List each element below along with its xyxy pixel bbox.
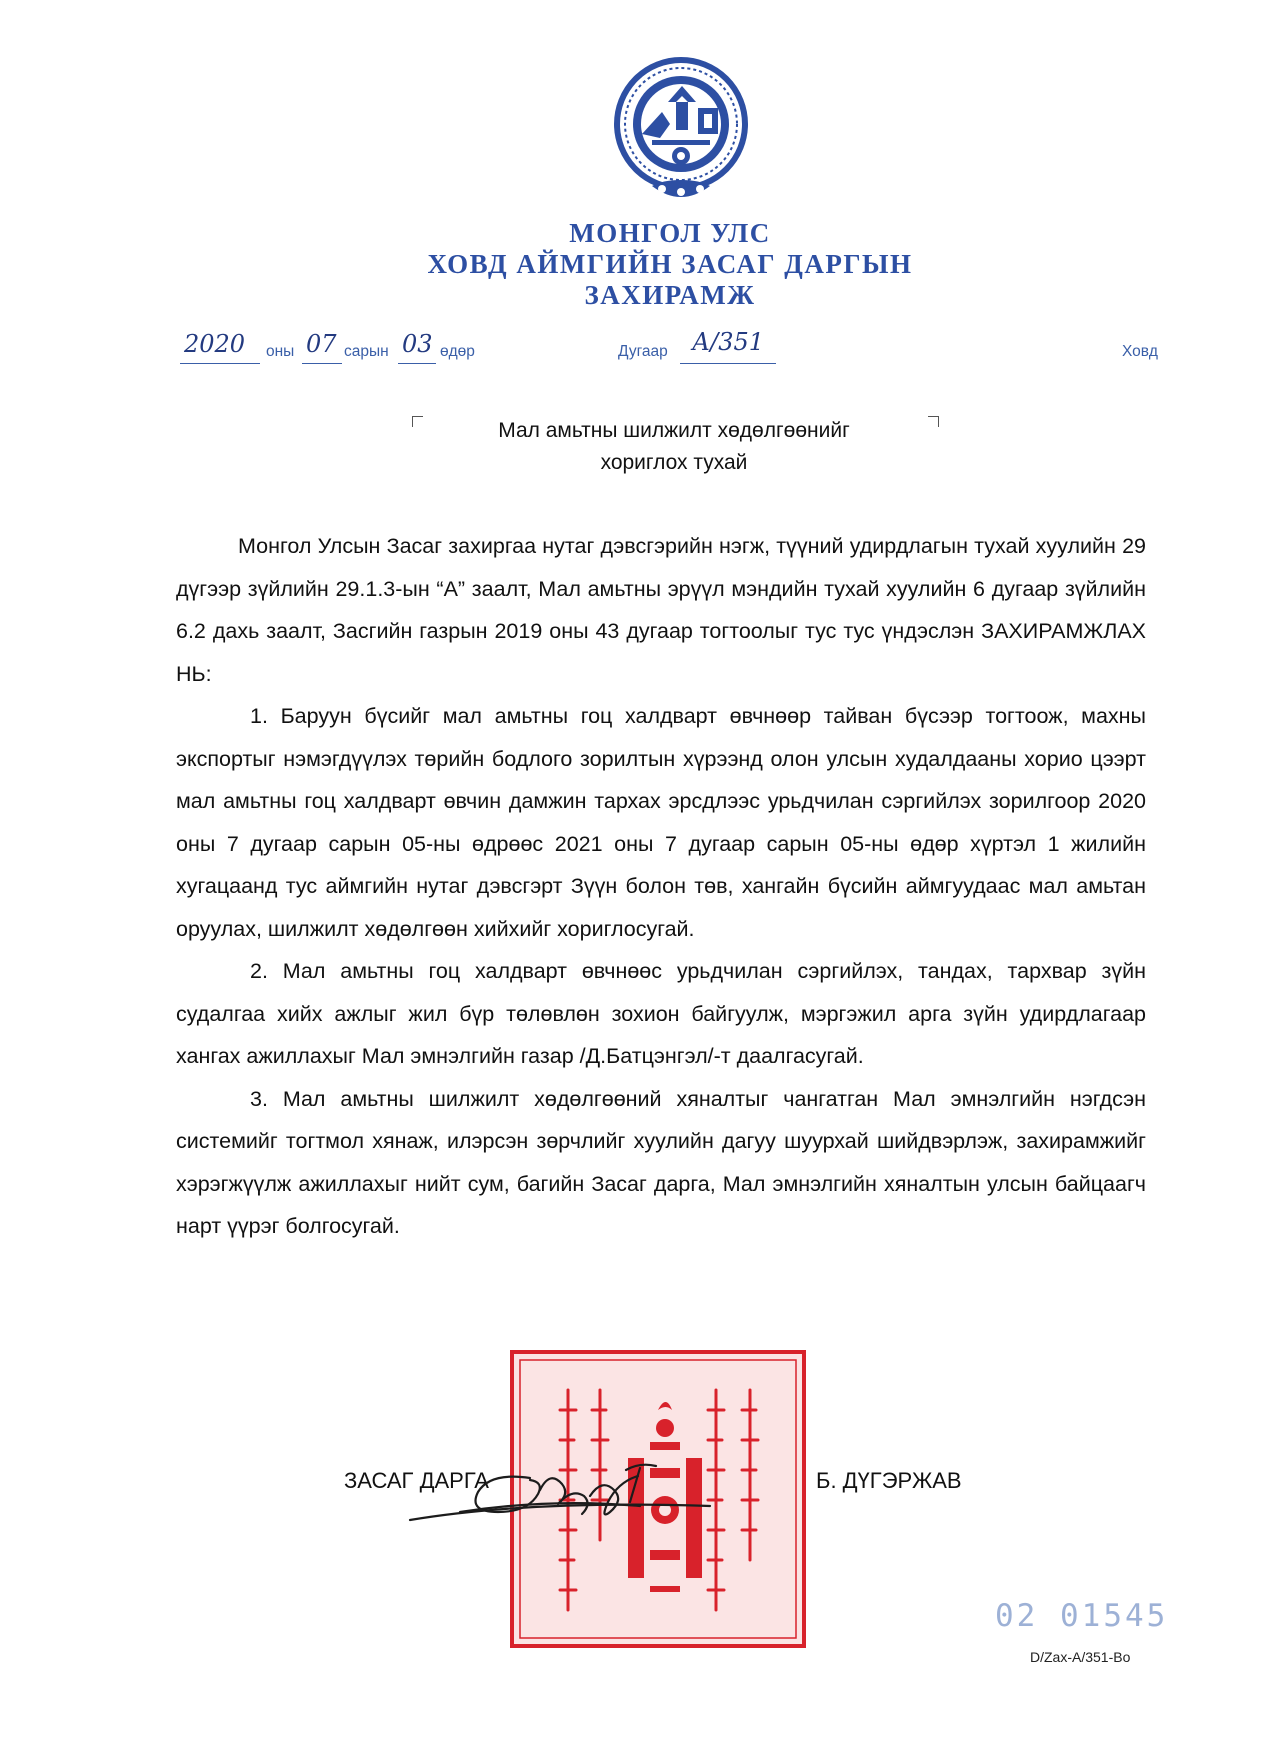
clause-1: 1. Баруун бүсийг мал амьтны гоц халдварт өвчнөөр тайван бүсээр тогтоож, махны экспортыг нэмэгдүүлэх төрийн бодлого зорилтын хүрээнд олон улсын худалдааны хорио цээрт мал амьтны гоц халдварт өвчин дамжин тархах эрсдлээс урьдчилан сэргийлэх зорилгоор 2020 оны 7 дугаар сарын 05-ны өдрөөс 2021 оны 7 дугаар сарын 05-ны өдөр хүртэл 1 жилийн хугацаанд тус аймгийн нутаг дэвсгэрт Зүүн болон төв, хангайн бүсийн аймгуудаас мал амьтан оруулах, шилжилт хөдөлгөөн хийхийг хориглосугай. [176, 704, 1146, 941]
handwritten-day: 03 [402, 330, 433, 358]
handwritten-year: 2020 [184, 330, 246, 358]
month-label: сарын [344, 343, 389, 360]
handwritten-number: А/351 [692, 328, 765, 356]
month-underline [302, 363, 342, 364]
year-underline [180, 363, 260, 364]
document-body [176, 525, 1146, 1248]
title-line-2: хориглох тухай [600, 451, 748, 474]
handwritten-signature-icon [400, 1450, 720, 1540]
signatory-position: ЗАСАГ ДАРГА [344, 1468, 489, 1493]
clause-2: 2. Мал амьтны гоц халдварт өвчнөөс урьдчилан сэргийлэх, тандах, тархвар зүйн судалгаа хийх ажлыг жил бүр төлөвлөн зохион байгуулж, мэргэжил арга зүйн удирдлагаар хангах ажиллахыг Мал эмнэлгийн газар /Д.Батцэнгэл/-т даалгасугай. [176, 959, 1146, 1068]
header-country: МОНГОЛ УЛС [569, 218, 771, 248]
place-label: Ховд [1122, 343, 1158, 360]
day-label: өдөр [440, 343, 475, 360]
document-title [400, 415, 948, 479]
day-underline [398, 363, 436, 364]
year-label: оны [266, 343, 295, 360]
clause-3: 3. Мал амьтны шилжилт хөдөлгөөний хяналтыг чангатган Мал эмнэлгийн нэгдсэн системийг тогтмол хянаж, илэрсэн зөрчлийг хуулийн дагуу шуурхай шийдвэрлэж, захирамжийг хэрэгжүүлж ажиллахыг нийт сум, багийн Засаг дарга, Мал эмнэлгийн хяналтын улсын байцаагч нарт үүрэг болгосугай. [176, 1086, 1146, 1238]
document-header [0, 218, 1276, 311]
number-label: Дугаар [618, 343, 668, 360]
registration-number: 02 01545 [995, 1598, 1169, 1634]
number-underline [680, 363, 776, 364]
preamble-paragraph: Монгол Улсын Засаг захиргаа нутаг дэвсгэрийн нэгж, түүний удирдлагын тухай хуулийн 29 дүгээр зүйлийн 29.1.3-ын “А” заалт, Мал амьтны эрүүл мэндийн тухай хуулийн 6 дугаар зүйлийн 6.2 дахь заалт, Засгийн газрын 2019 оны 43 дугаар тогтоолыг тус тус үндэслэн ЗАХИРАМЖЛАХ НЬ: [176, 534, 1146, 686]
header-doc-type: ЗАХИРАМЖ [584, 280, 756, 310]
state-emblem-icon [612, 52, 750, 208]
document-code: D/Zax-A/351-Bo [1030, 1649, 1131, 1665]
handwritten-month: 07 [306, 330, 337, 358]
title-line-1: Мал амьтны шилжилт хөдөлгөөнийг [498, 419, 850, 442]
header-authority: ХОВД АЙМГИЙН ЗАСАГ ДАРГЫН [427, 249, 913, 279]
date-line [0, 330, 1276, 370]
signatory-name: Б. ДҮГЭРЖАВ [816, 1468, 962, 1493]
